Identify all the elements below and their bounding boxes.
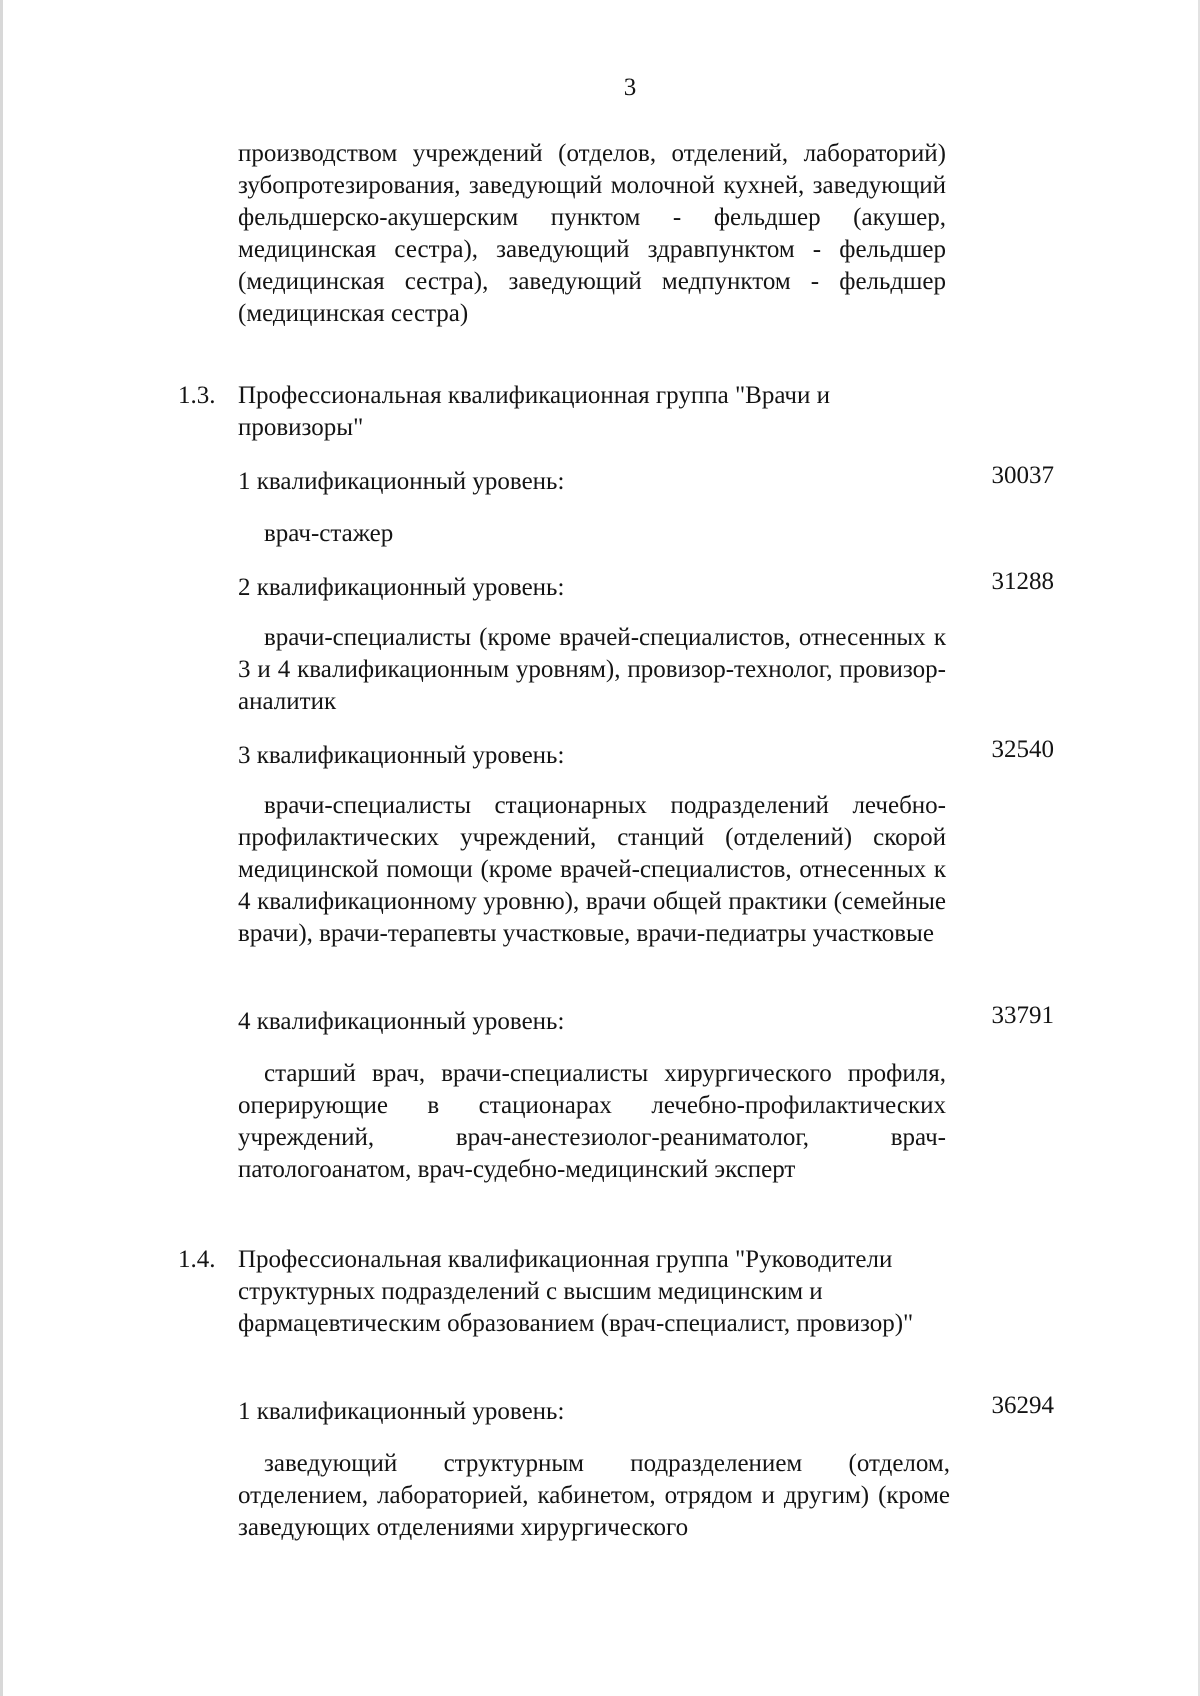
- level-label-1-4-1: 1 квалификационный уровень:: [238, 1398, 565, 1425]
- section-number-1-4: 1.4.: [178, 1246, 216, 1273]
- level-value-1-3-3: 32540: [991, 736, 1054, 763]
- continuation-paragraph: производством учреждений (отделов, отделений, лабораторий) зубопротезирования, заведующий молочной кухней, заведующий фельдшерско-акушерским пунктом - фельдшер (акушер, медицинская сестра), заведующий здравпунктом - фельдшер (медицинская сестра), заведующий медпунктом - фельдшер (медицинская сестра): [238, 140, 946, 327]
- section-number-1-3: 1.3.: [178, 382, 216, 409]
- level-value-1-3-1: 30037: [991, 462, 1054, 489]
- level-label-1-3-2: 2 квалификационный уровень:: [238, 574, 565, 601]
- scan-edge-left: [0, 0, 3, 1696]
- section-title-1-3: Профессиональная квалификационная группа "Врачи и провизоры": [238, 382, 831, 441]
- level-label-1-3-3: 3 квалификационный уровень:: [238, 742, 565, 769]
- level-value-1-4-1: 36294: [991, 1392, 1054, 1419]
- section-title-1-4: Профессиональная квалификационная группа "Руководители структурных подразделений с высшим медицинским и фармацевтическим образованием (врач-специалист, провизор)": [238, 1246, 914, 1337]
- level-description-1-3-4: старший врач, врачи-специалисты хирургического профиля, оперирующие в стационарах лечебно-профилактических учреждений, врач-анестезиолог-реаниматолог, врач-патологоанатом, врач-судебно-медицинский эксперт: [238, 1060, 946, 1183]
- level-value-1-3-2: 31288: [991, 568, 1054, 595]
- level-description-1-3-1: врач-стажер: [264, 520, 394, 547]
- level-label-1-3-1: 1 квалификационный уровень:: [238, 468, 565, 495]
- level-description-1-3-2: врачи-специалисты (кроме врачей-специалистов, отнесенных к 3 и 4 квалификационным уровням), провизор-технолог, провизор-аналитик: [238, 624, 946, 715]
- level-label-1-3-4: 4 квалификационный уровень:: [238, 1008, 565, 1035]
- level-value-1-3-4: 33791: [991, 1002, 1054, 1029]
- page-number: 3: [623, 74, 637, 101]
- level-description-1-3-3: врачи-специалисты стационарных подразделений лечебно-профилактических учреждений, станций (отделений) скорой медицинской помощи (кроме врачей-специалистов, отнесенных к 4 квалификационному уровню), врачи общей практики (семейные врачи), врачи-терапевты участковые, врачи-педиатры участковые: [238, 792, 946, 947]
- level-description-1-4-1: заведующий структурным подразделением (отделом, отделением, лабораторией, кабинетом, отрядом и другим) (кроме заведующих отделениями хирургического: [238, 1450, 950, 1541]
